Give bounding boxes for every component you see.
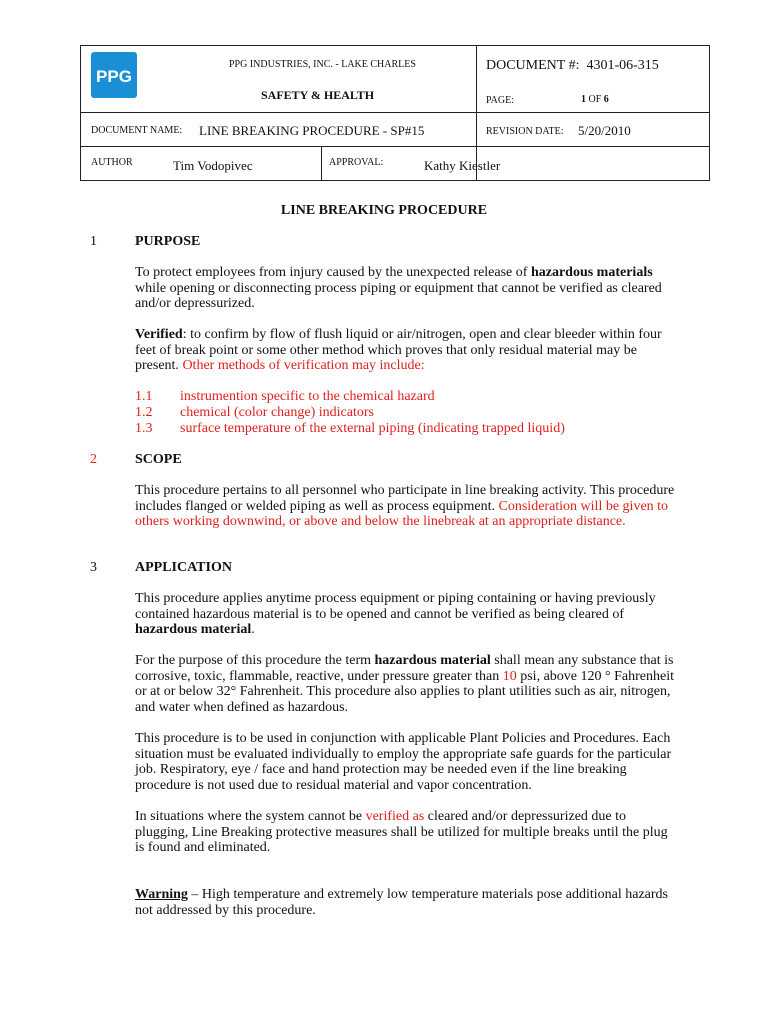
section-2-heading: SCOPE: [135, 452, 182, 467]
verified-term: Verified: [135, 327, 183, 342]
warning-label: Warning: [135, 887, 188, 902]
scope-text: This procedure pertains to all personnel who participate in line breaking activity. This procedure includes flanged or welded piping as well as process equipment.: [135, 483, 675, 514]
purpose-paragraph-2: [135, 327, 680, 374]
list-item-text: surface temperature of the external piping (indicating trapped liquid): [180, 421, 565, 436]
list-item-number: 1.1: [135, 389, 153, 404]
list-item: [135, 405, 374, 421]
section-1-heading: PURPOSE: [135, 234, 201, 249]
purpose-p1-bold: hazardous materials: [530, 265, 653, 280]
application-p2-bold: hazardous material: [374, 653, 491, 668]
section-3-number: 3: [90, 560, 97, 575]
list-item-number: 1.3: [135, 421, 153, 436]
page-current: 1: [581, 94, 586, 105]
application-paragraph-1: [135, 591, 680, 638]
scope-paragraph: [135, 483, 680, 530]
page-of: OF: [588, 94, 602, 105]
document-number-label: DOCUMENT #:: [486, 58, 580, 73]
ppg-logo: [91, 52, 137, 98]
list-item-number: 1.2: [135, 405, 153, 420]
document-number: [486, 58, 659, 74]
application-paragraph-3: This procedure is to be used in conjunction with applicable Plant Policies and Procedures. Each situation must be evaluated individually to employ the appropriate safe guards for the particular job. Respiratory, eye / face and hand protection may be needed even if the line breaking procedure is not used due to residual material and vapor concentration.: [135, 731, 672, 793]
application-p2-text-c: shall mean any substance that is corrosive, toxic, flammable, reactive, under pressure greater than: [135, 653, 674, 684]
application-p2-text-d: psi, above 120 ° Fahrenheit or at or below 32° Fahrenheit. This procedure also applies to plant utilities such as air, nitrogen, and water when defined as hazardous.: [135, 668, 674, 715]
warning-text: – High temperature and extremely low temperature materials pose additional hazards not addressed by this procedure.: [135, 887, 669, 918]
document-number-value: 4301-06-315: [586, 58, 659, 73]
list-item: [135, 421, 565, 437]
document-header-table: [80, 45, 710, 181]
document-title: LINE BREAKING PROCEDURE: [280, 203, 488, 218]
approval-label: APPROVAL:: [329, 157, 384, 168]
page-number: [581, 94, 609, 105]
document-name: LINE BREAKING PROCEDURE - SP#15: [199, 123, 425, 138]
application-p1-bold: hazardous material: [135, 622, 252, 638]
list-item-text: chemical (color change) indicators: [180, 405, 374, 420]
company-name: PPG INDUSTRIES, INC. - LAKE CHARLES: [229, 59, 416, 70]
author-label: AUTHOR: [91, 157, 133, 168]
scope-red-text: Consideration will be given to others working downwind, or above and below the linebreak at an appropriate distance.: [135, 498, 669, 530]
header-divider-row1: [81, 112, 709, 113]
revision-date: 5/20/2010: [578, 123, 631, 138]
author-name: Tim Vodopivec: [173, 158, 253, 173]
page-total: 6: [603, 94, 609, 105]
pressure-value: 10: [502, 668, 517, 684]
revision-date-label: REVISION DATE:: [486, 126, 564, 137]
header-divider-row2: [81, 146, 709, 147]
warning-paragraph: [135, 887, 680, 918]
list-item: [135, 389, 435, 405]
purpose-p1-text-c: while opening or disconnecting process piping or equipment that cannot be verified as cleared and/or depressurized.: [135, 280, 662, 312]
purpose-p2-text: : to confirm by flow of flush liquid or air/nitrogen, open and clear bleeder within four feet of break point or some other method which proves that only residual material may be present.: [135, 327, 662, 374]
application-p1-text: This procedure applies anytime process equipment or piping containing or having previously contained hazardous material is to be opened and cannot be verified as being cleared of: [135, 591, 656, 622]
application-p2-text-a: For the purpose of this procedure the term: [135, 653, 375, 668]
application-paragraph-4: [135, 809, 680, 856]
list-item-text: instrumention specific to the chemical hazard: [180, 389, 435, 404]
ppg-logo-text: PPG: [96, 67, 132, 86]
application-p4-text-b: cleared and/or depressurized due to plugging, Line Breaking protective measures shall be utilized for multiple breaks until the plug is found and eliminated.: [135, 809, 668, 856]
approver-name: Kathy Kiestler: [424, 158, 501, 173]
page-label: PAGE:: [486, 95, 514, 106]
section-1-number: 1: [90, 234, 97, 249]
purpose-paragraph-1: [135, 265, 680, 312]
application-p1-end: .: [251, 622, 255, 638]
application-p4-text-a: In situations where the system cannot be: [135, 809, 366, 824]
section-3-heading: APPLICATION: [135, 560, 232, 575]
application-p4-red-text: verified as: [365, 809, 425, 824]
section-2-number: 2: [90, 452, 97, 467]
header-divider-vertical-approval: [321, 146, 322, 180]
department-name: SAFETY & HEALTH: [261, 88, 375, 102]
purpose-p1-text-a: To protect employees from injury caused by the unexpected release of: [135, 265, 531, 280]
application-paragraph-2: [135, 653, 680, 715]
document-name-label: DOCUMENT NAME:: [91, 125, 183, 136]
purpose-p2-red-text: Other methods of verification may include:: [182, 358, 425, 374]
